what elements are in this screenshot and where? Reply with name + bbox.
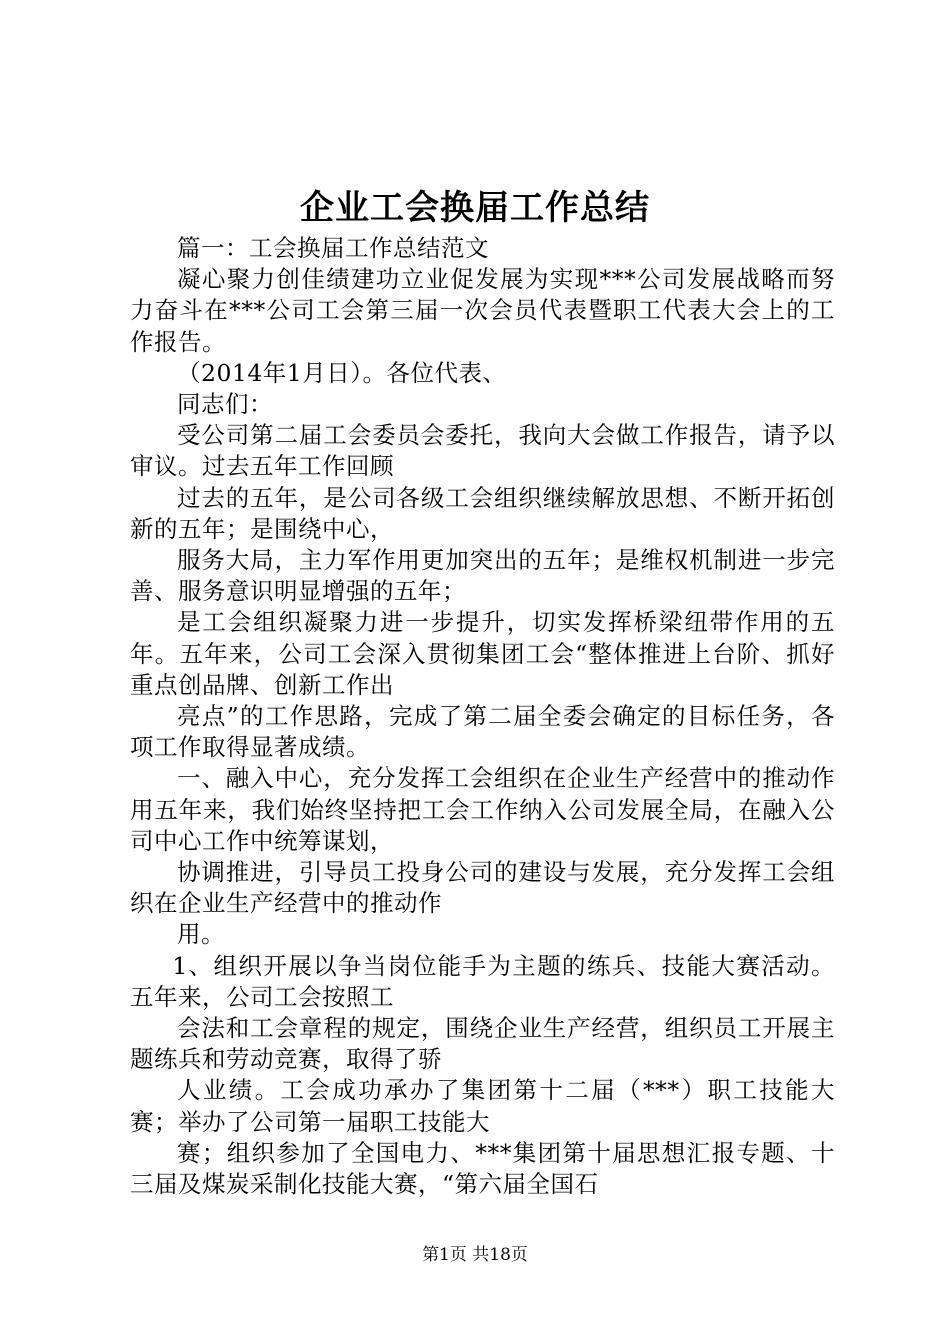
paragraph: 1、组织开展以争当岗位能手为主题的练兵、技能大赛活动。五年来，公司工会按照工 bbox=[130, 951, 835, 1011]
paragraph: 受公司第二届工会委员会委托，我向大会做工作报告，请予以审议。过去五年工作回顾 bbox=[130, 421, 835, 481]
paragraph: 赛；组织参加了全国电力、***集团第十届思想汇报专题、十三届及煤炭采制化技能大赛，“第六届全国石 bbox=[130, 1138, 835, 1199]
paragraph: 人业绩。工会成功承办了集团第十二届（***）职工技能大赛；举办了公司第一届职工技能大 bbox=[130, 1076, 835, 1136]
page-footer: 第1页 共18页 bbox=[422, 1245, 528, 1265]
paragraph: 会法和工会章程的规定，围绕企业生产经营，组织员工开展主题练兵和劳动竞赛，取得了骄 bbox=[130, 1014, 835, 1074]
paragraph: 是工会组织凝聚力进一步提升，切实发挥桥梁纽带作用的五年。五年来，公司工会深入贯彻集团工会“整体推进上台阶、抓好重点创品牌、创新工作出 bbox=[130, 608, 835, 699]
paragraph: 篇一：工会换届工作总结范文 bbox=[177, 234, 489, 262]
paragraph: 用。 bbox=[177, 920, 225, 949]
paragraph: 同志们： bbox=[177, 390, 273, 419]
paragraph: （2014年1月日）。各位代表、 bbox=[177, 358, 507, 387]
document-body bbox=[130, 233, 835, 1200]
paragraph: 凝心聚力创佳绩建功立业促发展为实现***公司发展战略而努力奋斗在***公司工会第三届一次会员代表暨职工代表大会上的工作报告。 bbox=[130, 265, 835, 356]
paragraph: 过去的五年，是公司各级工会组织继续解放思想、不断开拓创新的五年；是围绕中心， bbox=[130, 483, 835, 543]
document-title: 企业工会换届工作总结 bbox=[300, 188, 650, 228]
paragraph: 服务大局，主力军作用更加突出的五年；是维权机制进一步完善、服务意识明显增强的五年； bbox=[130, 546, 835, 606]
paragraph: 协调推进，引导员工投身公司的建设与发展，充分发挥工会组织在企业生产经营中的推动作 bbox=[130, 858, 835, 918]
paragraph: 一、融入中心，充分发挥工会组织在企业生产经营中的推动作用五年来，我们始终坚持把工会工作纳入公司发展全局，在融入公司中心工作中统筹谋划， bbox=[130, 764, 835, 855]
paragraph: 亮点”的工作思路，完成了第二届全委会确定的目标任务，各项工作取得显著成绩。 bbox=[130, 702, 835, 762]
